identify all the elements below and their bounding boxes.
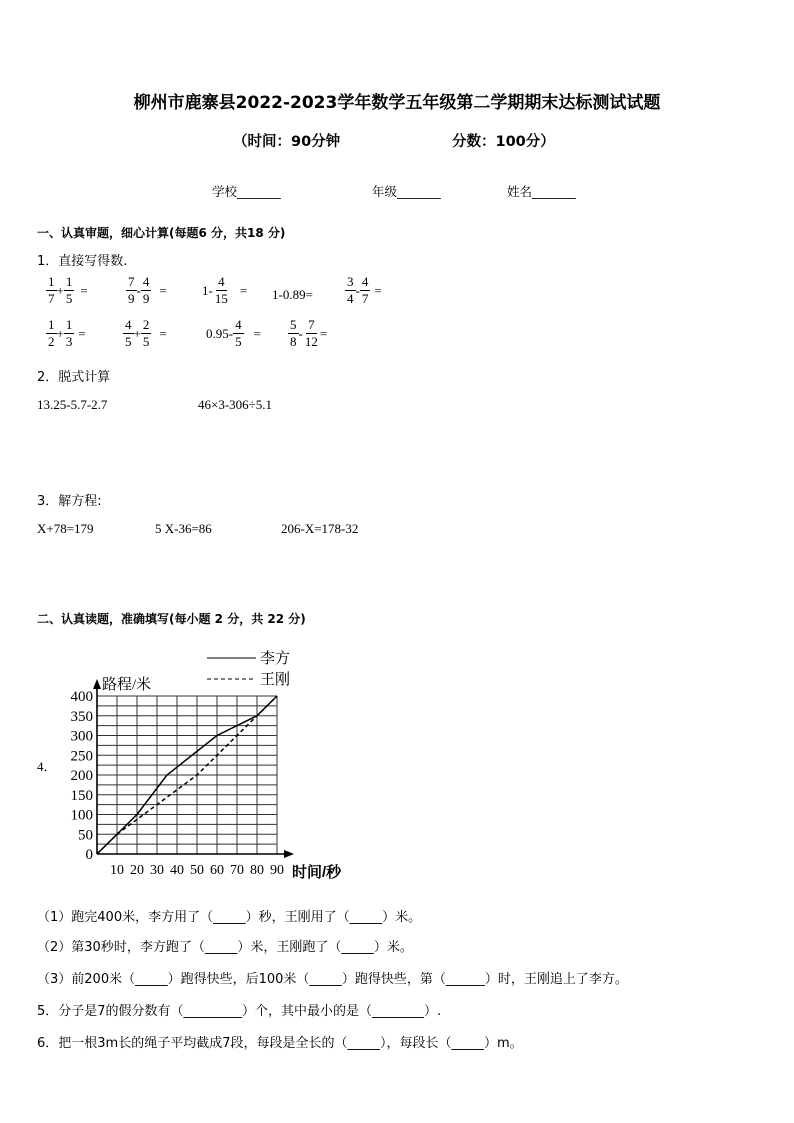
calc-expression: 46×3-306÷5.1	[198, 397, 273, 412]
calc-item: 0.95- $\frac{4}{5}$ =	[206, 317, 261, 350]
equation: X+78=179	[37, 521, 94, 536]
legend-label: 王刚	[260, 672, 291, 688]
x-tick-label: 50	[190, 863, 204, 878]
distance-time-chart	[50, 645, 370, 885]
name-field[interactable]: 姓名_______	[507, 184, 576, 199]
calc-item: $\frac{7}{9}$ - $\frac{4}{9}$ =	[128, 274, 167, 307]
calc-expression: 13.25-5.7-2.7	[37, 397, 108, 412]
calc-item: $\frac{3}{4}$ - $\frac{4}{7}$ =	[347, 274, 382, 307]
calc-item: 1- $\frac{4}{15}$ =	[202, 274, 248, 307]
x-tick-label: 20	[130, 863, 144, 878]
x-tick-label: 40	[170, 863, 184, 878]
y-axis-arrow	[93, 679, 101, 689]
legend-label: 李方	[260, 651, 291, 667]
x-axis-arrow	[284, 850, 294, 858]
x-tick-label: 60	[210, 863, 224, 878]
school-field[interactable]: 学校_______	[212, 184, 281, 199]
y-tick-label: 50	[78, 827, 93, 844]
calc-item: $\frac{1}{7}$ + $\frac{1}{5}$ =	[48, 274, 88, 307]
section1-heading: 一、认真审题，细心计算(每题6 分，共18 分)	[37, 226, 286, 240]
y-tick-label: 200	[70, 768, 93, 784]
question-4-number: 4．	[37, 759, 57, 774]
calc-item: $\frac{1}{2}$ + $\frac{1}{3}$ =	[48, 317, 86, 350]
question-5: 5．分子是7的假分数有（_________）个，其中最小的是（________）.	[37, 1004, 442, 1019]
x-tick-label: 70	[230, 863, 244, 878]
calc-item: $\frac{4}{5}$ + $\frac{2}{5}$ =	[125, 317, 167, 350]
question-2: 2．脱式计算	[37, 370, 111, 385]
y-tick-label: 0	[85, 847, 93, 863]
y-tick-label: 250	[70, 748, 93, 765]
grade-field[interactable]: 年级_______	[372, 184, 441, 199]
question-6: 6．把一根3m长的绳子平均截成7段，每段是全长的（_____），每段长（_____）m。	[37, 1036, 523, 1051]
y-axis-label: 路程/米	[102, 677, 152, 693]
x-tick-label: 10	[110, 863, 124, 878]
question-4-3: （3）前200米（_____）跑得快些，后100米（_____）跑得快些，第（______）时，王刚追上了李方。	[37, 972, 628, 987]
question-4-1: （1）跑完400米，李方用了（_____）秒，王刚用了（_____）米。	[37, 910, 422, 925]
y-tick-label: 100	[70, 807, 93, 824]
section2-heading: 二、认真读题，准确填写(每小题 2 分，共 22 分)	[37, 612, 306, 626]
y-tick-label: 400	[70, 689, 93, 705]
calc-item: $\frac{5}{8}$ - $\frac{7}{12}$ =	[290, 317, 328, 350]
calc-item: 1-0.89=	[272, 287, 313, 302]
exam-time: （时间：90分钟	[233, 134, 341, 150]
chart-legend	[207, 649, 290, 688]
page-title: 柳州市鹿寨县2022-2023学年数学五年级第二学期期末达标测试试题	[133, 93, 661, 113]
y-tick-label: 150	[70, 787, 93, 804]
x-tick-label: 30	[150, 863, 164, 878]
x-tick-label: 90	[270, 863, 284, 878]
question-4-2: （2）第30秒时，李方跑了（_____）米，王刚跑了（_____）米。	[37, 940, 413, 955]
equation: 206-X=178-32	[281, 521, 359, 536]
question-1: 1．直接写得数.	[37, 254, 128, 269]
equation: 5 X-36=86	[155, 521, 212, 536]
question-3: 3．解方程:	[37, 494, 102, 509]
x-tick-label: 80	[250, 863, 264, 878]
exam-score: 分数：100分）	[452, 134, 555, 150]
y-tick-label: 300	[70, 728, 93, 745]
y-tick-label: 350	[70, 708, 93, 725]
x-axis-label: 时间/秒	[292, 864, 342, 881]
